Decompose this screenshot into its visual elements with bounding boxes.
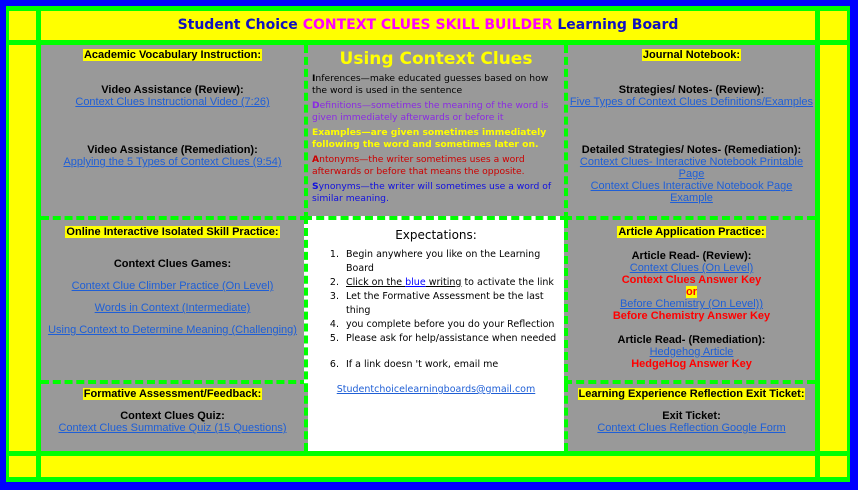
- hedgehog-article-link[interactable]: Hedgehog Article: [649, 346, 734, 358]
- clue-examples: Examples—are given sometimes immediately following the word and sometimes later on.: [312, 127, 547, 150]
- clue-climber-link[interactable]: Context Clue Climber Practice (On Level): [71, 280, 274, 292]
- formative-assessment-cell: [41, 384, 308, 451]
- context-clues-article-link[interactable]: Context Clues (On Level): [629, 262, 754, 274]
- notebook-example-link[interactable]: Context Clues Interactive Notebook Page Example: [590, 180, 793, 204]
- journal-notebook-cell: [564, 45, 815, 220]
- corner-fill: [820, 11, 847, 40]
- expectation-item: 2. Click on the blue writing to activate the link: [342, 276, 564, 290]
- quiz-label: Context Clues Quiz:: [120, 410, 225, 422]
- strategies-review-label: Strategies/ Notes- (Review):: [618, 84, 765, 96]
- before-chemistry-link[interactable]: Before Chemistry (On Level)): [619, 298, 764, 310]
- article-remediation-label: Article Read- (Remediation):: [617, 334, 766, 346]
- context-clues-answer-key[interactable]: Context Clues Answer Key: [621, 274, 762, 286]
- five-types-link[interactable]: Five Types of Context Clues Definitions/Examples: [569, 96, 814, 108]
- board-title: [41, 11, 815, 40]
- using-context-clues-cell: [304, 45, 568, 220]
- article-heading: Article Application Practice:: [618, 226, 765, 238]
- expectation-item: 6. If a link doesn 't work, email me: [342, 358, 564, 372]
- expectation-item: 3. Let the Formative Assessment be the last thing: [342, 290, 564, 318]
- hedgehog-answer-key[interactable]: HedgeHog Answer Key: [631, 358, 752, 370]
- clue-antonyms: Antonyms—the writer sometimes uses a word afterwards or before that means the opposite.: [312, 154, 525, 177]
- online-practice-heading: Online Interactive Isolated Skill Practice:: [66, 226, 279, 238]
- academic-vocabulary-heading: Academic Vocabulary Instruction:: [83, 49, 262, 61]
- applying-types-video-link[interactable]: Applying the 5 Types of Context Clues (9:54): [63, 156, 282, 168]
- academic-vocabulary-cell: [41, 45, 308, 220]
- video-review-label: Video Assistance (Review):: [101, 84, 244, 96]
- strategies-remediation-label: Detailed Strategies/ Notes- (Remediation):: [581, 144, 802, 156]
- email-link[interactable]: Studentchoicelearningboards@gmail.com: [336, 384, 536, 395]
- title-part2: CONTEXT CLUES SKILL BUILDER: [302, 17, 553, 33]
- summative-quiz-link[interactable]: Context Clues Summative Quiz (15 Questions): [58, 422, 287, 434]
- title-part1: Student Choice: [177, 17, 303, 33]
- expectations-cell: [304, 216, 568, 451]
- reflection-heading: Learning Experience Reflection Exit Ticket:: [578, 388, 805, 400]
- determine-meaning-link[interactable]: Using Context to Determine Meaning (Challenging): [48, 324, 297, 336]
- expectation-item: 1. Begin anywhere you like on the Learning Board: [342, 248, 564, 276]
- corner-fill: [9, 456, 36, 477]
- expectation-item: 5. Please ask for help/assistance when needed: [342, 332, 564, 346]
- before-chemistry-answer-key[interactable]: Before Chemistry Answer Key: [612, 310, 771, 322]
- article-practice-cell: [564, 220, 815, 384]
- reflection-cell: [564, 384, 815, 451]
- expectation-item: 4. you complete before you do your Reflection: [342, 318, 564, 332]
- learning-board-frame: [6, 6, 850, 482]
- formative-heading: Formative Assessment/Feedback:: [83, 388, 262, 400]
- title-part3: Learning Board: [552, 17, 679, 33]
- clue-definitions: Definitions—sometimes the meaning of the word is given immediately afterwards or before it: [312, 100, 549, 123]
- using-context-clues-heading: Using Context Clues: [339, 49, 533, 69]
- reflection-form-link[interactable]: Context Clues Reflection Google Form: [597, 422, 786, 434]
- clue-synonyms: Synonyms—the writer will sometimes use a word of similar meaning.: [312, 181, 552, 204]
- or-label: or: [686, 286, 697, 298]
- footer-fill: [41, 456, 815, 477]
- expectations-list: [308, 248, 564, 372]
- instructional-video-link[interactable]: Context Clues Instructional Video (7:26): [75, 96, 270, 108]
- journal-heading: Journal Notebook:: [642, 49, 741, 61]
- expectations-heading: Expectations:: [395, 228, 477, 242]
- right-side-fill: [820, 45, 847, 451]
- games-label: Context Clues Games:: [113, 258, 232, 270]
- corner-fill: [820, 456, 847, 477]
- corner-fill: [9, 11, 36, 40]
- online-practice-cell: [41, 220, 308, 384]
- clue-inferences: Inferences—make educated guesses based on how the word is used in the sentence: [312, 73, 549, 96]
- notebook-printable-link[interactable]: Context Clues- Interactive Notebook Printable Page: [579, 156, 804, 180]
- words-in-context-link[interactable]: Words in Context (Intermediate): [94, 302, 251, 314]
- left-side-fill: [9, 45, 36, 451]
- article-review-label: Article Read- (Review):: [631, 250, 752, 262]
- video-remediation-label: Video Assistance (Remediation):: [87, 144, 258, 156]
- exit-ticket-label: Exit Ticket:: [662, 410, 721, 422]
